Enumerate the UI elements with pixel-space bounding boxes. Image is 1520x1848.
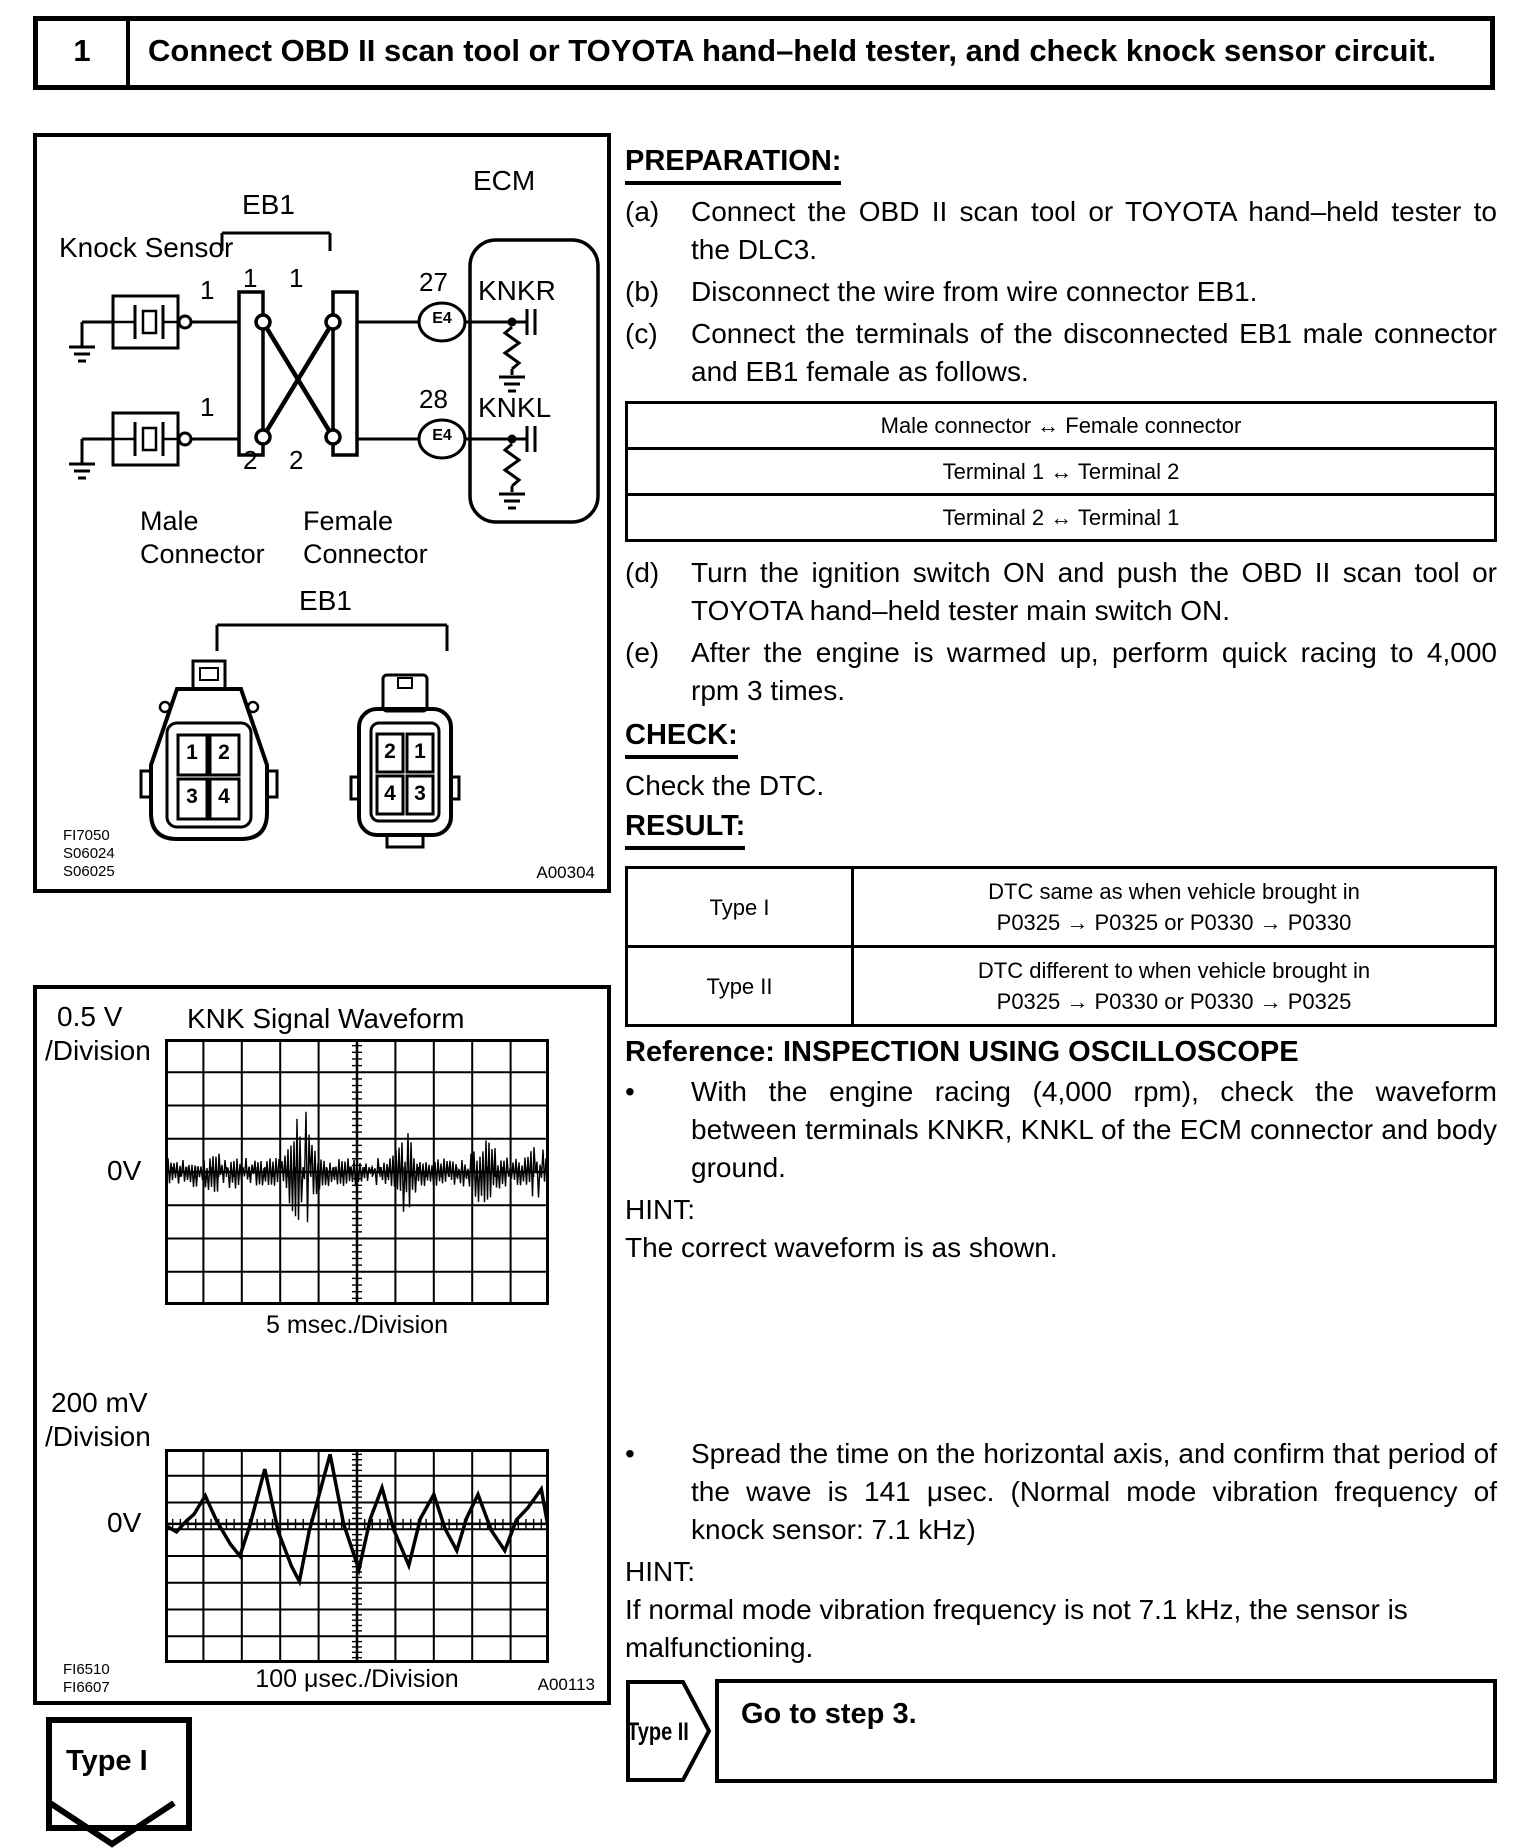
eb1-bracket-label: EB1 (242, 189, 295, 220)
eb1-connector-label: EB1 (299, 585, 352, 616)
knock-sensor-label: Knock Sensor (59, 232, 234, 263)
male-pin-3: 3 (186, 785, 198, 808)
e4-connector-bottom-label: E4 (432, 427, 452, 444)
male-pin-1: 1 (186, 741, 198, 764)
female-pin-3: 4 (384, 782, 396, 805)
male-pin-4: 4 (218, 785, 230, 808)
oscilloscope-bullet-1 (625, 1073, 1497, 1187)
type2-decision-row (625, 1679, 1497, 1783)
oscilloscope-bullet-1-text: With the engine racing (4,000 rpm), check the waveform between terminals KNKR, KNKL of the ECM connector and body ground. (691, 1076, 1497, 1183)
reference-heading: Reference: INSPECTION USING OSCILLOSCOPE (625, 1036, 1299, 1068)
result-desc-2-line1: DTC different to when vehicle brought in (977, 958, 1371, 983)
type1-pointer: Type I (46, 1717, 192, 1831)
figure-code-3: S06025 (63, 863, 115, 880)
result-desc-1-line1: DTC same as when vehicle brought in (988, 879, 1360, 904)
result-desc-2-line2: P0325 → P0330 or P0330 → P0325 (996, 989, 1352, 1014)
type2-pointer (625, 1679, 713, 1783)
connector-table-row-2: Terminal 1 ↔ Terminal 2 (627, 449, 1496, 495)
oscilloscope-bullet-2-text: Spread the time on the horizontal axis, and confirm that period of the wave is 141 μsec. (Normal mode vibration frequency of knock sensor: 7.1 kHz) (691, 1438, 1497, 1545)
knkr-label: KNKR (478, 275, 556, 306)
prep-item-e (625, 634, 1497, 710)
female-terminal1-label: 1 (289, 263, 304, 293)
female-pin-2: 1 (414, 740, 426, 763)
prep-item-b (625, 273, 1497, 311)
procedure-column (625, 140, 1497, 1783)
scope2-grid (165, 1449, 549, 1663)
table-row (627, 449, 1496, 495)
terminal-27-label: 27 (419, 267, 448, 297)
connector-mapping-table (625, 401, 1497, 542)
result-type-2: Type II (627, 947, 853, 1026)
bullet-icon: • (625, 1076, 635, 1107)
hint1-label: HINT: (625, 1194, 695, 1225)
connector-table-row-1: Male connector ↔ Female connector (627, 403, 1496, 449)
bullet-icon: • (625, 1438, 635, 1469)
result-type-1: Type I (627, 868, 853, 947)
result-desc-1 (853, 868, 1496, 947)
prep-item-a-label: (a) (625, 196, 660, 227)
scope-figure-code-2: FI6607 (63, 1679, 110, 1696)
e4-connector-top-label: E4 (432, 310, 452, 327)
male-terminal2-label: 2 (243, 445, 258, 475)
scope2-time-label: 100 μsec./Division (255, 1665, 459, 1693)
prep-item-b-text: Disconnect the wire from wire connector EB1. (691, 276, 1258, 307)
figure-id: A00304 (536, 863, 595, 882)
scope2-volts-label: 200 mV (51, 1387, 148, 1418)
scope2-division-label: /Division (45, 1421, 151, 1452)
female-pin-1: 2 (384, 740, 396, 763)
hint2-label: HINT: (625, 1556, 695, 1587)
table-row (627, 868, 1496, 947)
scope1-zero-label: 0V (107, 1155, 142, 1186)
knkl-label: KNKL (478, 392, 552, 423)
step-title: Connect OBD II scan tool or TOYOTA hand–held tester, and check knock sensor circuit. (148, 33, 1436, 68)
result-desc-2 (853, 947, 1496, 1026)
spacer (625, 1267, 1497, 1435)
prep-item-a-text: Connect the OBD II scan tool or TOYOTA hand–held tester to the DLC3. (691, 196, 1497, 265)
male-connector-label: Male Connector (140, 506, 265, 569)
table-row (627, 947, 1496, 1026)
prep-item-c-label: (c) (625, 318, 658, 349)
preparation-heading: PREPARATION: (625, 144, 841, 185)
scope-figure-code-1: FI6510 (63, 1661, 110, 1678)
female-terminal2-label: 2 (289, 445, 304, 475)
scope1-time-label: 5 msec./Division (266, 1311, 448, 1339)
type1-chevron-shape (46, 1801, 182, 1848)
circuit-diagram-box (33, 133, 611, 893)
prep-item-b-label: (b) (625, 276, 660, 307)
female-pin-4: 3 (414, 782, 426, 805)
prep-item-e-text: After the engine is warmed up, perform quick racing to 4,000 rpm 3 times. (691, 637, 1497, 706)
prep-item-a (625, 193, 1497, 269)
ecm-label: ECM (473, 165, 536, 196)
scope-figure-id: A00113 (537, 1675, 595, 1694)
result-table (625, 866, 1497, 1027)
figure-code-1: FI7050 (63, 827, 110, 844)
prep-item-d (625, 554, 1497, 630)
prep-item-e-label: (e) (625, 637, 660, 668)
figure-code-2: S06024 (63, 845, 115, 862)
scope-figure-codes (63, 1661, 110, 1697)
result-desc-1-line2: P0325 → P0325 or P0330 → P0330 (996, 910, 1352, 935)
hint2-text: If normal mode vibration frequency is not 7.1 kHz, the sensor is malfunctioning. (625, 1594, 1408, 1663)
step-header (33, 16, 1495, 90)
result-heading: RESULT: (625, 809, 745, 850)
scope1-volts-label: 0.5 V (57, 1001, 123, 1032)
prep-item-c-text: Connect the terminals of the disconnected EB1 male connector and EB1 female as follows. (691, 318, 1497, 387)
figure-codes (63, 827, 115, 881)
waveform-box (33, 985, 611, 1705)
scope1-grid (165, 1039, 549, 1305)
table-row (627, 403, 1496, 449)
type2-action-box: Go to step 3. (715, 1679, 1497, 1783)
check-text: Check the DTC. (625, 770, 825, 801)
prep-item-d-text: Turn the ignition switch ON and push the OBD II scan tool or TOYOTA hand–held tester main switch ON. (691, 557, 1497, 626)
step-number: 1 (38, 21, 130, 85)
female-connector-label: Female Connector (303, 506, 428, 569)
scope2-zero-label: 0V (107, 1507, 142, 1538)
sensor2-wire-label: 1 (200, 392, 215, 422)
prep-item-c (625, 315, 1497, 391)
type2-pointer-label: Type II (627, 1718, 689, 1746)
connector-table-row-3: Terminal 2 ↔ Terminal 1 (627, 495, 1496, 541)
male-pin-2: 2 (218, 741, 230, 764)
oscilloscope-bullet-2 (625, 1435, 1497, 1549)
scope1-division-label: /Division (45, 1035, 151, 1066)
table-row (627, 495, 1496, 541)
sensor1-wire-label: 1 (200, 275, 215, 305)
male-terminal1-label: 1 (243, 263, 258, 293)
check-heading: CHECK: (625, 718, 738, 759)
hint1-text: The correct waveform is as shown. (625, 1232, 1058, 1263)
prep-item-d-label: (d) (625, 557, 660, 588)
scope-title: KNK Signal Waveform (187, 1003, 465, 1034)
terminal-28-label: 28 (419, 384, 448, 414)
